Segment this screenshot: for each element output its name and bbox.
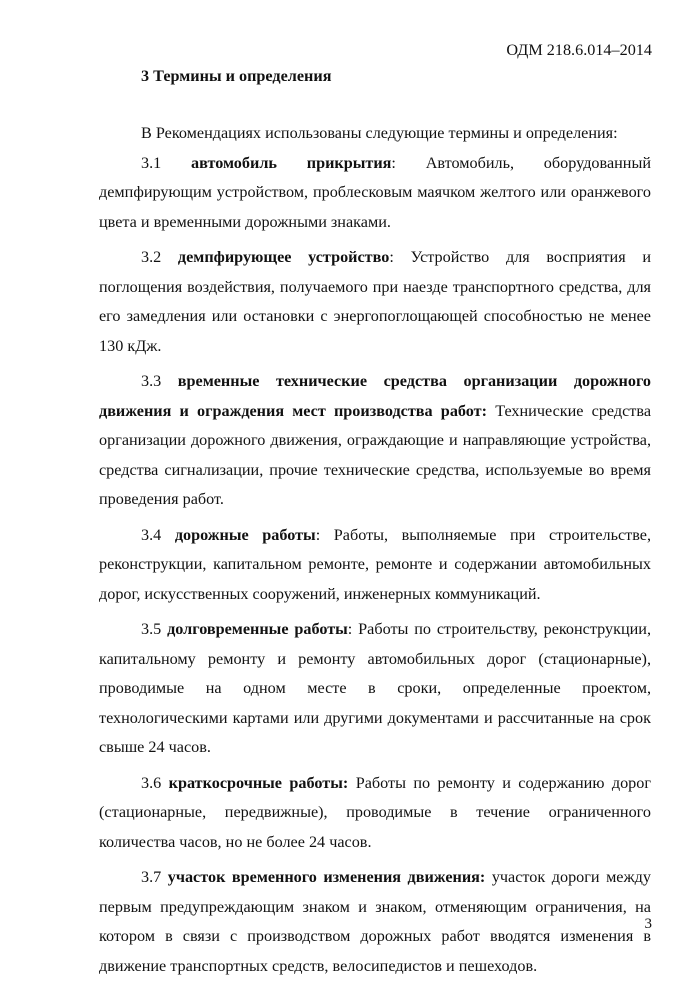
- section-body: [99, 119, 651, 987]
- term-colon: :: [315, 525, 321, 544]
- term-number: 3.2: [141, 248, 162, 266]
- term-definition: Автомобиль, оборудованный демпфирующим устройством, проблесковым маячком желтого или оранжевого цвета и временными дорожными знаками.: [99, 153, 651, 231]
- section-intro: В Рекомендациях использованы следующие термины и определения:: [141, 124, 618, 142]
- term-3-6: [99, 769, 651, 858]
- section-title: 3 Термины и определения: [141, 67, 332, 85]
- term-3-7: [99, 863, 651, 981]
- term-definition: участок дороги между первым предупреждающим знаком и знаком, отменяющим ограничения, на котором в связи с производством дорожных работ вводятся изменения в движение транспортных средств, велосипедистов и пешеходов.: [99, 868, 652, 975]
- term-3-4: [99, 521, 651, 610]
- term-3-3: [99, 367, 651, 515]
- term-definition: Работы по ремонту и содержанию дорог (стационарные, передвижные), проводимые в течение ограниченного количества часов, но не более 24 часов.: [99, 773, 652, 851]
- term-number: 3.3: [141, 372, 162, 390]
- term-colon: :: [347, 620, 353, 638]
- term-definition: Устройство для восприятия и поглощения воздействия, получаемого при наезде транспортного средства, для его замедления или остановки с энергопоглощающей способностью не менее 130 кДж.: [99, 248, 652, 355]
- term-definition: Работы, выполняемые при строительстве, реконструкции, капитальном ремонте, ремонте и содержании автомобильных дорог, искусственных сооружений, инженерных коммуникаций.: [99, 525, 652, 603]
- term-name: краткосрочные работы:: [168, 773, 349, 792]
- term-number: 3.7: [141, 868, 162, 886]
- term-definition: Работы по строительству, реконструкции, капитальному ремонту и ремонту автомобильных дорог (стационарные), проводимые на одном месте в сроки, определенные проектом, технологическими картами или другими документами и рассчитанные на срок свыше 24 часов.: [99, 620, 652, 756]
- term-name: дорожные работы: [174, 525, 316, 544]
- term-number: 3.5: [141, 620, 162, 638]
- term-number: 3.6: [141, 773, 162, 792]
- term-name: демпфирующее устройство: [177, 248, 390, 266]
- term-name: долговременные работы: [167, 620, 348, 638]
- term-colon: :: [389, 248, 394, 266]
- term-name: автомобиль прикрытия: [191, 153, 392, 172]
- document-code: ОДМ 218.6.014–2014: [506, 41, 652, 59]
- term-colon: :: [391, 153, 396, 172]
- term-3-2: [99, 243, 651, 361]
- term-name: участок временного изменения движения:: [167, 868, 486, 886]
- term-number: 3.1: [141, 153, 162, 172]
- term-name: временные технические средства организации дорожного движения и ограждения мест производства работ:: [99, 372, 652, 420]
- page-number: 3: [644, 916, 652, 932]
- term-3-1: [99, 149, 651, 238]
- term-number: 3.4: [141, 525, 162, 544]
- term-definition: Технические средства организации дорожного движения, ограждающие и направляющие устройства, средства сигнализации, прочие технические средства, используемые во время проведения работ.: [99, 401, 651, 508]
- term-3-5: [99, 615, 651, 763]
